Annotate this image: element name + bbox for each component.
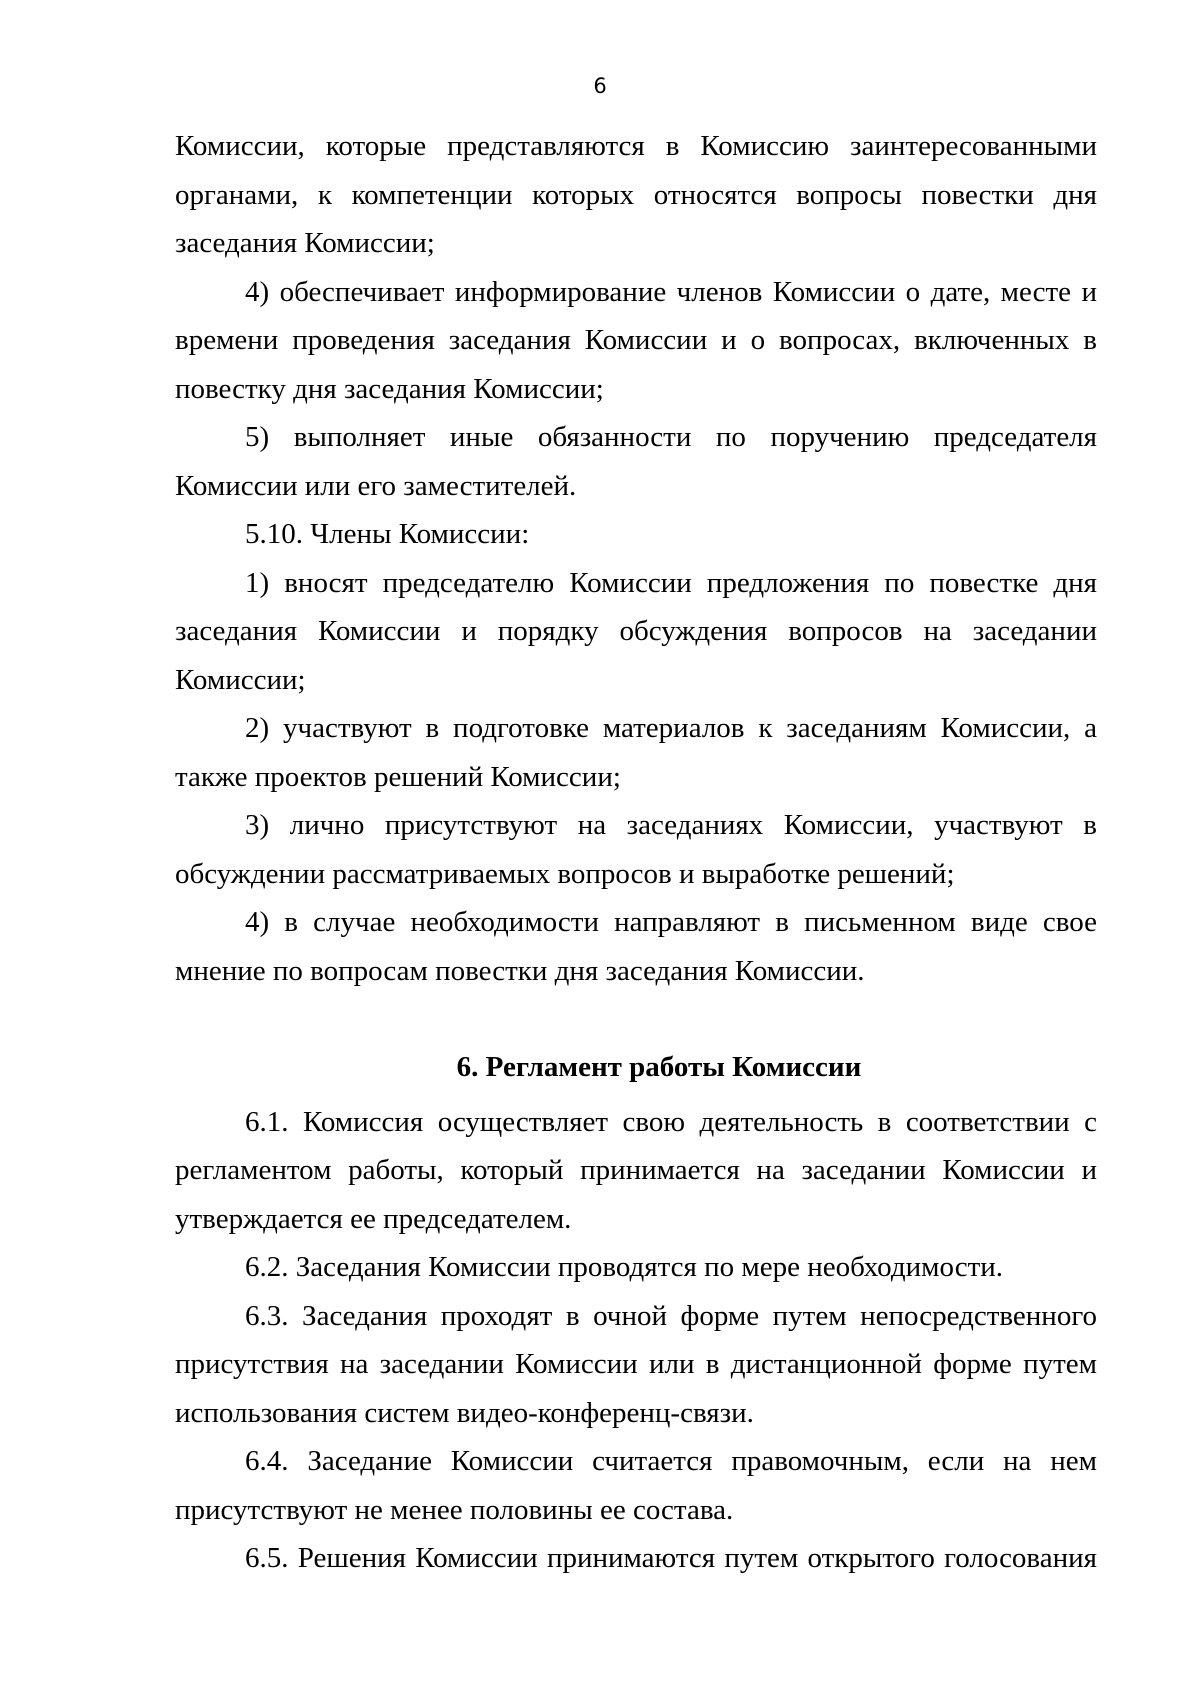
paragraph: 6.5. Решения Комиссии принимаются путем открытого голосования — [245, 1542, 1097, 1574]
paragraph: 1) вносят председателю Комиссии предложения по повестке дня заседания Комиссии и порядку обсуждения вопросов на заседании Комиссии; — [175, 566, 1097, 696]
paragraph: 6.2. Заседания Комиссии проводятся по мере необходимости. — [245, 1251, 1004, 1283]
paragraph: 2) участвуют в подготовке материалов к заседаниям Комиссии, а также проектов решений Комиссии; — [175, 712, 1097, 793]
paragraph: 6.1. Комиссия осуществляет свою деятельность в соответствии с регламентом работы, который принимается на заседании Комиссии и утверждается ее председателем. — [175, 1105, 1097, 1235]
paragraph: 5) выполняет иные обязанности по поручению председателя Комиссии или его заместителей. — [175, 421, 1097, 502]
document-body — [175, 122, 1097, 1583]
section-heading: 6. Регламент работы Комиссии — [456, 1051, 862, 1083]
paragraph: 5.10. Члены Комиссии: — [245, 518, 530, 550]
paragraph: 6.3. Заседания проходят в очной форме путем непосредственного присутствия на заседании Комиссии или в дистанционной форме путем использования систем видео-конференц-связи. — [175, 1299, 1097, 1429]
paragraph: 4) в случае необходимости направляют в письменном виде свое мнение по вопросам повестки дня заседания Комиссии. — [175, 906, 1097, 987]
paragraph: 3) лично присутствуют на заседаниях Комиссии, участвуют в обсуждении рассматриваемых вопросов и выработке решений; — [175, 809, 1097, 890]
paragraph: 6.4. Заседание Комиссии считается правомочным, если на нем присутствуют не менее половины ее состава. — [175, 1445, 1097, 1526]
paragraph: Комиссии, которые представляются в Комиссию заинтересованными органами, к компетенции которых относятся вопросы повестки дня заседания Комиссии; — [175, 130, 1097, 259]
paragraph: 4) обеспечивает информирование членов Комиссии о дате, месте и времени проведения заседания Комиссии и о вопросах, включенных в повестку дня заседания Комиссии; — [175, 275, 1097, 405]
section-spacer — [175, 995, 1097, 1043]
page-number: 6 — [593, 74, 607, 98]
